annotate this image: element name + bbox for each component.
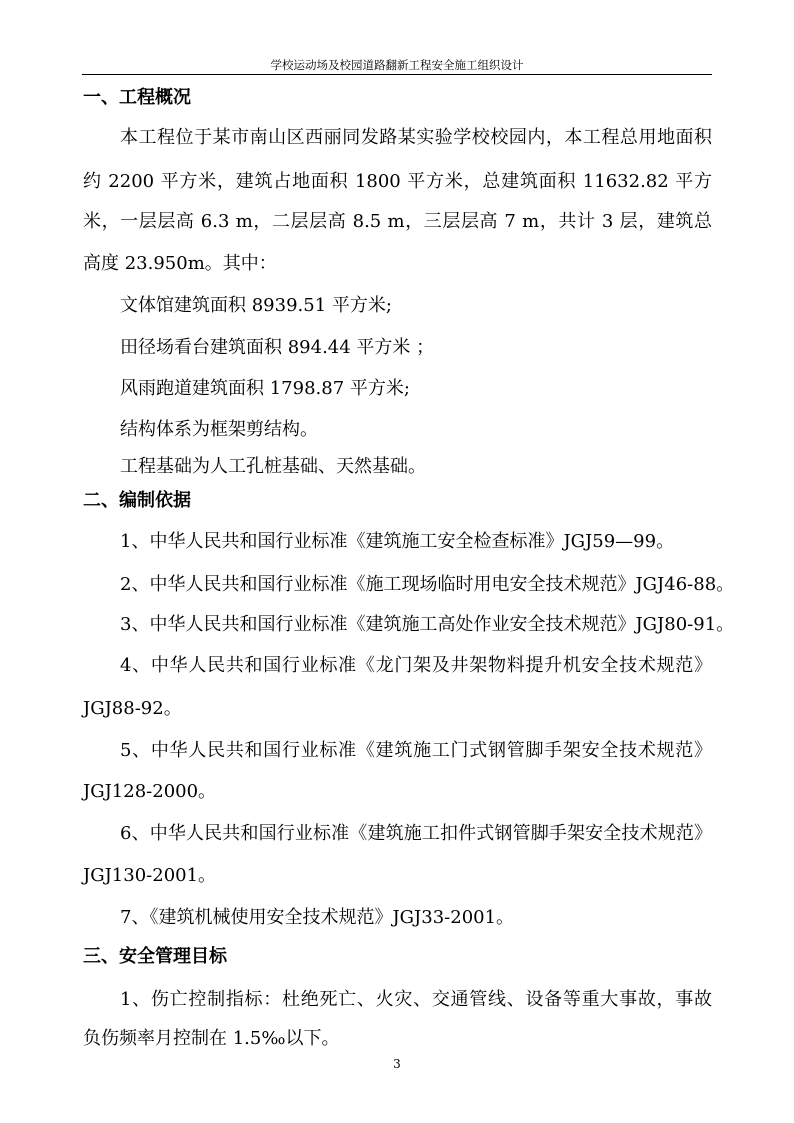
section-heading: 三、安全管理目标 (83, 946, 227, 967)
list-item-continuation: JGJ128-2000。 (83, 781, 217, 802)
paragraph-line: 1、伤亡控制指标：杜绝死亡、火灾、交通管线、设备等重大事故，事故 (120, 989, 712, 1010)
running-header: 学校运动场及校园道路翻新工程安全施工组织设计 (270, 58, 524, 72)
list-item-continuation: JGJ88-92。 (83, 698, 182, 719)
page-number: 3 (393, 1057, 401, 1071)
paragraph-line: 本工程位于某市南山区西丽同发路某实验学校校园内，本工程总用地面积 (120, 127, 712, 148)
section-heading: 二、编制依据 (83, 490, 191, 511)
paragraph-line: 米，一层层高 6.3 m，二层层高 8.5 m，三层层高 7 m，共计 3 层，建筑总 (83, 211, 712, 232)
list-item: 5、中华人民共和国行业标准《建筑施工门式钢管脚手架安全技术规范》 (120, 740, 712, 761)
list-item: 4、中华人民共和国行业标准《龙门架及井架物料提升机安全技术规范》 (120, 655, 712, 676)
paragraph-line: 田径场看台建筑面积 894.44 平方米 ； (120, 337, 435, 358)
list-item: 6、中华人民共和国行业标准《建筑施工扣件式钢管脚手架安全技术规范》 (120, 823, 712, 844)
header-rule (82, 74, 712, 75)
list-item-continuation: JGJ130-2001。 (83, 865, 217, 886)
section-heading: 一、工程概况 (83, 87, 191, 108)
paragraph-line: 风雨跑道建筑面积 1798.87 平方米; (120, 378, 410, 399)
paragraph-line: 文体馆建筑面积 8939.51 平方米; (120, 295, 392, 316)
paragraph-line: 工程基础为人工孔桩基础、天然基础。 (120, 456, 426, 477)
paragraph-line: 负伤频率月控制在 1.5‰以下。 (83, 1028, 340, 1049)
paragraph-line: 结构体系为框架剪结构。 (120, 419, 318, 440)
list-item: 3、中华人民共和国行业标准《建筑施工高处作业安全技术规范》JGJ80-91。 (120, 614, 735, 635)
list-item: 7、《建筑机械使用安全技术规范》JGJ33-2001。 (120, 907, 515, 928)
paragraph-line: 高度 23.950m。其中： (83, 253, 277, 274)
paragraph-line: 约 2200 平方米，建筑占地面积 1800 平方米，总建筑面积 11632.82 平方 (83, 171, 712, 192)
list-item: 1、中华人民共和国行业标准《建筑施工安全检查标准》JGJ59—99。 (120, 531, 675, 552)
list-item: 2、中华人民共和国行业标准《施工现场临时用电安全技术规范》JGJ46-88。 (120, 574, 735, 595)
